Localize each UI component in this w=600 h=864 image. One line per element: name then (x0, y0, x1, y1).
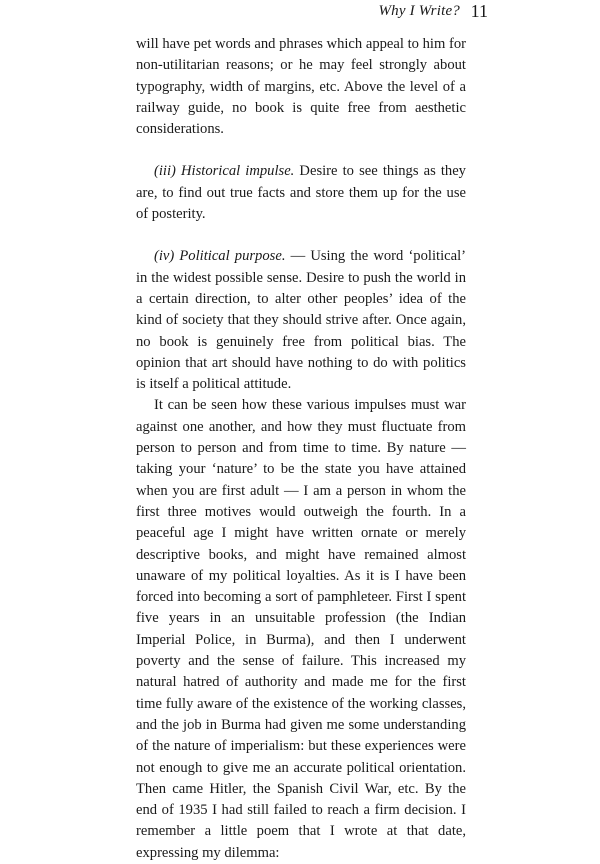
page-number: 11 (470, 1, 488, 21)
paragraph-impulses-war (136, 395, 466, 864)
running-head-title: Why I Write? (378, 3, 460, 19)
paragraph-historical-impulse (136, 161, 466, 225)
paragraph-text: It can be seen how these various impulses must war against one another, and how they must fluctuate from person to person and from time to time. By nature — taking your ‘nature’ to be the state you have attained when you are first adult — I am a person in whom the first three motives would outweigh the fourth. In a peaceful age I might have written ornate or merely descriptive books, and might have remained almost unaware of my political loyalties. As it is I have been forced into becoming a sort of pamphleteer. First I spent five years in an unsuitable profession (the Indian Imperial Police, in Burma), and then I underwent poverty and the sense of failure. This increased my natural hatred of authority and made me for the first time fully aware of the existence of the working classes, and the job in Burma had given me some understanding of the nature of imperialism: but these experiences were not enough to give me an accurate political orientation. Then came Hitler, the Spanish Civil War, etc. By the end of 1935 I had still failed to reach a firm decision. I remember a little poem that I wrote at that date, expressing my dilemma: (136, 397, 466, 861)
paragraph-text: — Using the word ‘political’ in the widest possible sense. Desire to push the world in a certain direction, to alter other peoples’ idea of the kind of society that they should strive after. Once again, no book is genuinely free from political bias. The opinion that art should have nothing to do with politics is itself a political attitude. (136, 248, 466, 393)
paragraph-political-purpose (136, 246, 466, 395)
paragraph-text: will have pet words and phrases which appeal to him for non-utilitarian reasons; or he may feel strongly about typography, width of margins, etc. Above the level of a railway guide, no book is quite free from aesthetic considerations. (136, 36, 466, 138)
paragraph-continuation (136, 34, 466, 140)
body-text (136, 34, 466, 864)
paragraph-text: Desire to see things as they are, to find out true facts and store them up for the use of posterity. (136, 163, 466, 223)
paragraph-lead: (iv) Political purpose. (154, 248, 286, 265)
paragraph-lead: (iii) Historical impulse. (154, 163, 295, 180)
